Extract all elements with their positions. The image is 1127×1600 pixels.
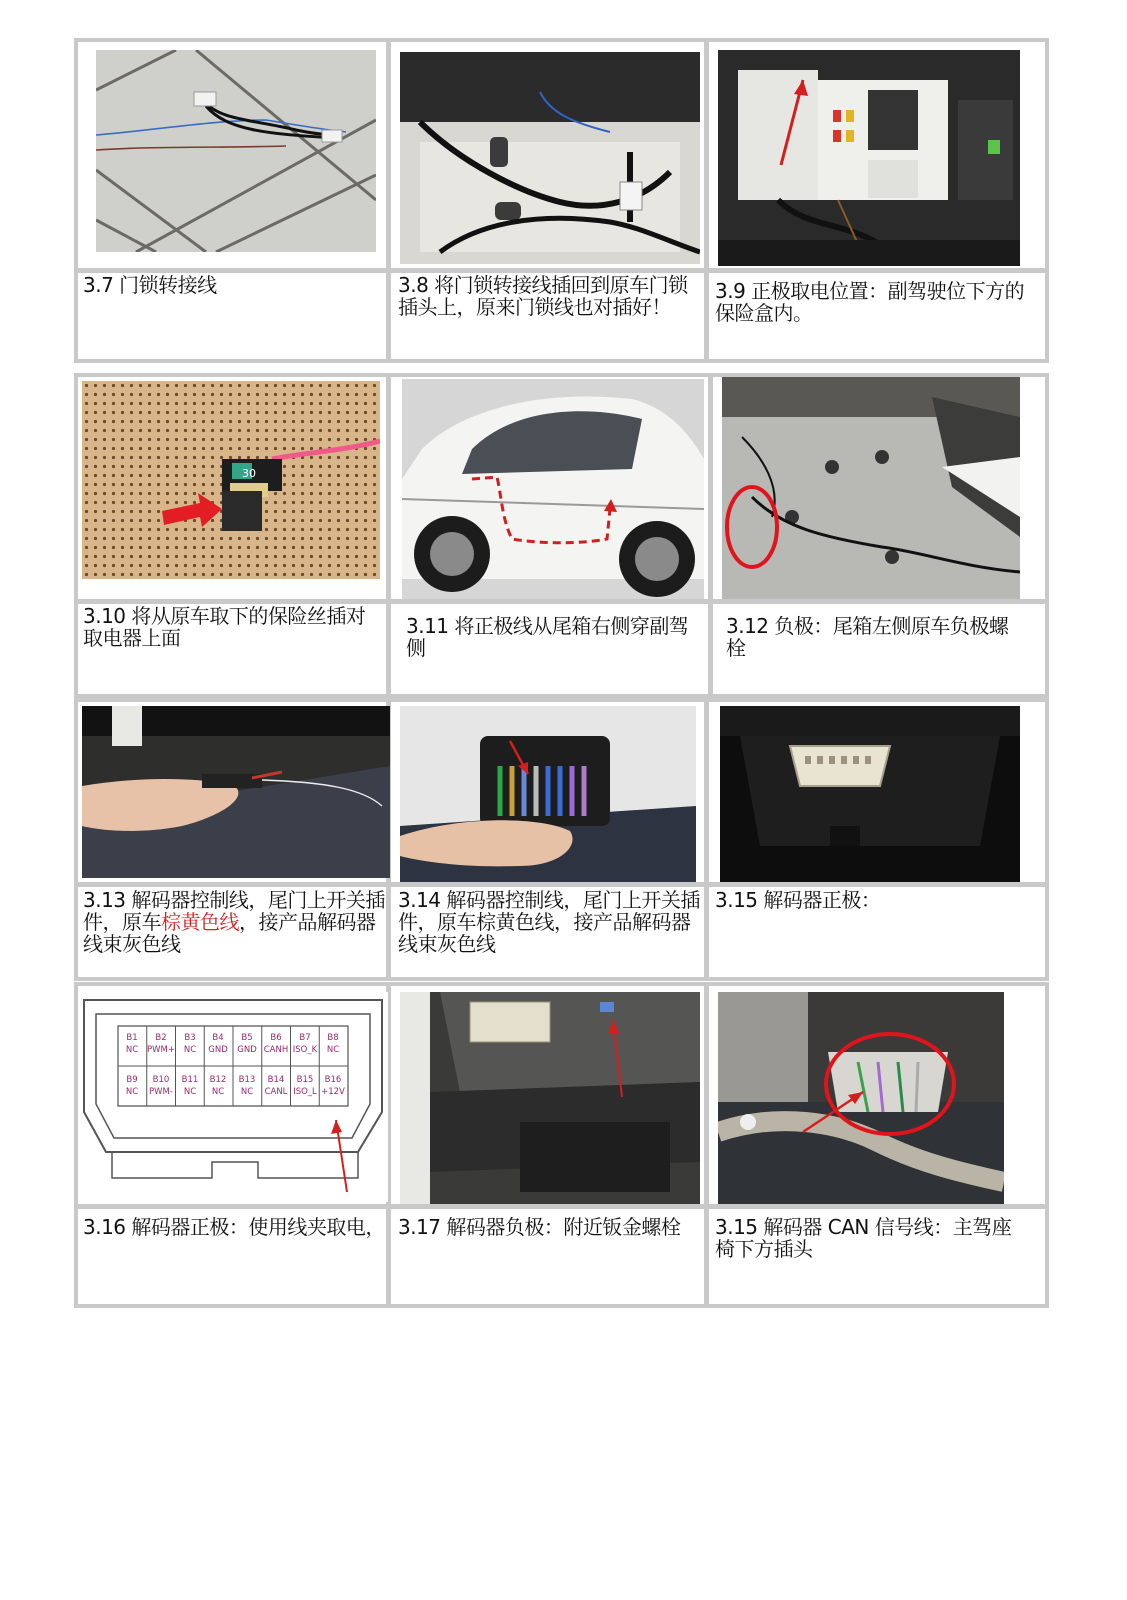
pin-function: PWM- (149, 1087, 173, 1097)
step-caption: 3.15 解码器 CAN 信号线：主驾座椅下方插头 (715, 1215, 1012, 1261)
photo-fuse-tap (82, 381, 380, 579)
pin-id: B14 (267, 1075, 285, 1085)
step-table-row-2 (74, 373, 1049, 698)
caption-text: 3.13 解码器控制线，尾门上开关插件，原车 (83, 888, 385, 934)
pin-function: NC (183, 1045, 197, 1055)
photo-hand-holding-harness (82, 706, 390, 878)
pin-id: B16 (324, 1075, 342, 1085)
pin-id: B5 (241, 1033, 253, 1043)
caption-text: ，接产品解码器线束灰色线 (83, 910, 376, 956)
step-caption: 3.10 将从原车取下的保险丝插对取电器上面 (83, 604, 366, 650)
column-divider (386, 42, 391, 359)
pin-id: B1 (126, 1033, 138, 1043)
pin-id: B3 (184, 1033, 196, 1043)
step-caption: 3.11 将正极线从尾箱右侧穿副驾侧 (406, 614, 689, 660)
photo-obd-ground-bolt (400, 992, 700, 1204)
pin-id: B12 (209, 1075, 227, 1085)
step-caption: 3.14 解码器控制线，尾门上开关插件，原车棕黄色线，接产品解码器线束灰色线 (398, 888, 700, 956)
row-divider (78, 882, 1045, 887)
step-table-row-3 (74, 698, 1049, 981)
photo-fuse-box (718, 50, 1020, 266)
step-caption: 3.15 解码器正极： (715, 888, 881, 912)
pin-function: NC (125, 1087, 139, 1097)
diagram-obd-pinout (82, 992, 388, 1202)
fuse-rating-label: 30 (242, 467, 256, 480)
highlighted-wire-color: 棕黄色线 (161, 910, 239, 934)
step-caption: 3.16 解码器正极：使用线夹取电， (83, 1215, 385, 1239)
pin-id: B4 (212, 1033, 224, 1043)
photo-obd-port (720, 706, 1020, 882)
step-caption: 3.12 负极：尾箱左侧原车负极螺栓 (726, 614, 1009, 660)
pin-function: PWM+ (147, 1045, 175, 1055)
pin-function: NC (183, 1087, 197, 1097)
photo-trunk-ground-bolt (722, 377, 1020, 599)
pin-function: ISO_L (293, 1087, 317, 1097)
pin-id: B2 (155, 1033, 167, 1043)
row-divider (78, 1204, 1045, 1209)
column-divider (386, 377, 391, 694)
pin-function: GND (208, 1045, 228, 1055)
pin-function: NC (125, 1045, 139, 1055)
step-caption: 3.9 正极取电位置：副驾驶位下方的保险盒内。 (715, 279, 1025, 325)
step-caption: 3.17 解码器负极：附近钣金螺栓 (398, 1215, 681, 1239)
pin-id: B6 (270, 1033, 282, 1043)
photo-can-connector (718, 992, 1004, 1204)
pin-id: B13 (238, 1075, 256, 1085)
column-divider (704, 702, 709, 977)
pin-id: B9 (126, 1075, 138, 1085)
pin-function: ISO_K (292, 1045, 318, 1055)
pin-id: B11 (181, 1075, 199, 1085)
column-divider (708, 377, 713, 694)
step-caption: 3.7 门锁转接线 (83, 273, 217, 297)
photo-tailgate-lock-connector (400, 52, 700, 264)
step-table-row-1 (74, 38, 1049, 363)
pin-function: +12V (321, 1087, 345, 1097)
pin-id: B7 (299, 1033, 311, 1043)
pin-function: CANL (264, 1087, 288, 1097)
column-divider (704, 986, 709, 1304)
pin-function: GND (237, 1045, 257, 1055)
pin-function: NC (211, 1087, 225, 1097)
pin-function: CANH (263, 1045, 289, 1055)
photo-car-routing-path (402, 379, 704, 599)
step-table-row-4 (74, 982, 1049, 1308)
step-caption: 3.8 将门锁转接线插回到原车门锁插头上，原来门锁线也对插好！ (398, 273, 688, 319)
photo-door-lock-adapter-cable (96, 50, 376, 252)
pin-function: NC (326, 1045, 340, 1055)
column-divider (704, 42, 709, 359)
step-caption (83, 889, 385, 955)
pin-id: B10 (152, 1075, 170, 1085)
photo-connector-wires-closeup (400, 706, 696, 882)
pin-id: B15 (296, 1075, 314, 1085)
pin-id: B8 (327, 1033, 339, 1043)
pin-function: NC (240, 1087, 254, 1097)
